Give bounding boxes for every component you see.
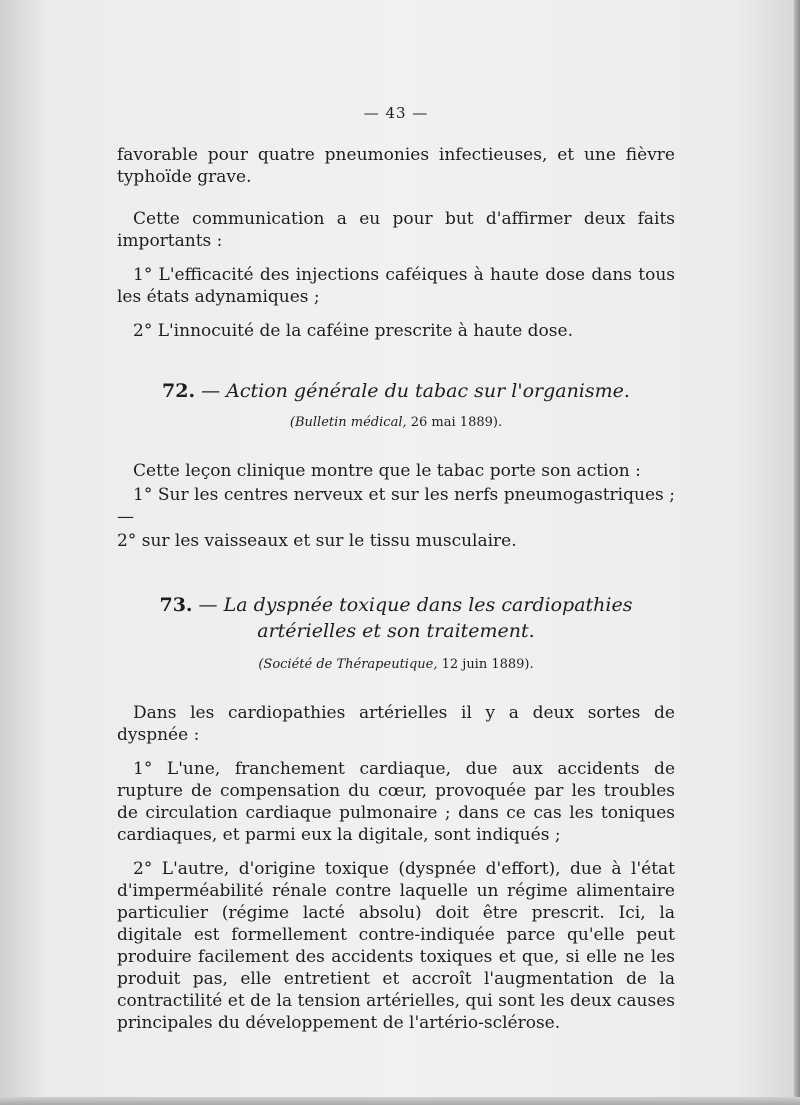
section-72-title: — Action générale du tabac sur l'organisme.: [201, 380, 630, 402]
section-72-journal: (Bulletin médical,: [289, 415, 407, 430]
point-one: 1° L'efficacité des injections caféiques à haute dose dans tous les états adynamiques ;: [117, 265, 675, 307]
page-number: — 43 —: [363, 104, 429, 122]
section-72-item-2: 2° sur les vaisseaux et sur le tissu musculaire.: [117, 531, 517, 551]
section-73-journal: (Société de Thérapeutique,: [258, 657, 438, 672]
section-72-heading: [117, 378, 675, 404]
page-body: [117, 96, 675, 1034]
section-72-item-1: 1° Sur les centres nerveux et sur les nerfs pneumogastriques ; —: [117, 485, 675, 527]
section-73-number: 73.: [159, 594, 193, 616]
section-72-source: [117, 412, 675, 434]
section-73-date: 12 juin 1889).: [441, 657, 534, 672]
point-two: 2° L'innocuité de la caféine prescrite à haute dose.: [133, 321, 573, 341]
page-bottom-shadow: [0, 1097, 800, 1105]
section-72-number: 72.: [162, 380, 196, 402]
page-edge-shadow: [794, 0, 800, 1105]
section-73-source: [117, 654, 675, 676]
paragraph-continuation: favorable pour quatre pneumonies infectieuses, et une fièvre typhoïde grave.: [117, 145, 675, 187]
section-72-intro: Cette leçon clinique montre que le tabac porte son action :: [133, 461, 641, 481]
section-73-item-2: 2° L'autre, d'origine toxique (dyspnée d'effort), due à l'état d'imperméabilité rénale contre laquelle un régime alimentaire particulier (régime lacté absolu) doit être prescrit. Ici, la digitale est formellement contre-indiquée parce qu'elle peut produire facilement des accidents toxiques et que, si elle ne les produit pas, elle entretient et accroît l'augmentation de la contractilité et de la tension artérielles, qui sont les deux causes principales du développement de l'artério-sclérose.: [117, 859, 675, 1033]
section-73-heading: [117, 592, 675, 644]
paragraph-communication: Cette communication a eu pour but d'affirmer deux faits importants :: [117, 209, 675, 251]
section-73-intro: Dans les cardiopathies artérielles il y a deux sortes de dyspnée :: [117, 703, 675, 745]
section-73-item-1: 1° L'une, franchement cardiaque, due aux accidents de rupture de compensation du cœur, provoquée par les troubles de circulation cardiaque pulmonaire ; dans ce cas les toniques cardiaques, et parmi eux la digitale, sont indiqués ;: [117, 759, 675, 845]
section-73-title: — La dyspnée toxique dans les cardiopathies artérielles et son traitement.: [198, 594, 633, 642]
section-72-date: 26 mai 1889).: [410, 415, 503, 430]
